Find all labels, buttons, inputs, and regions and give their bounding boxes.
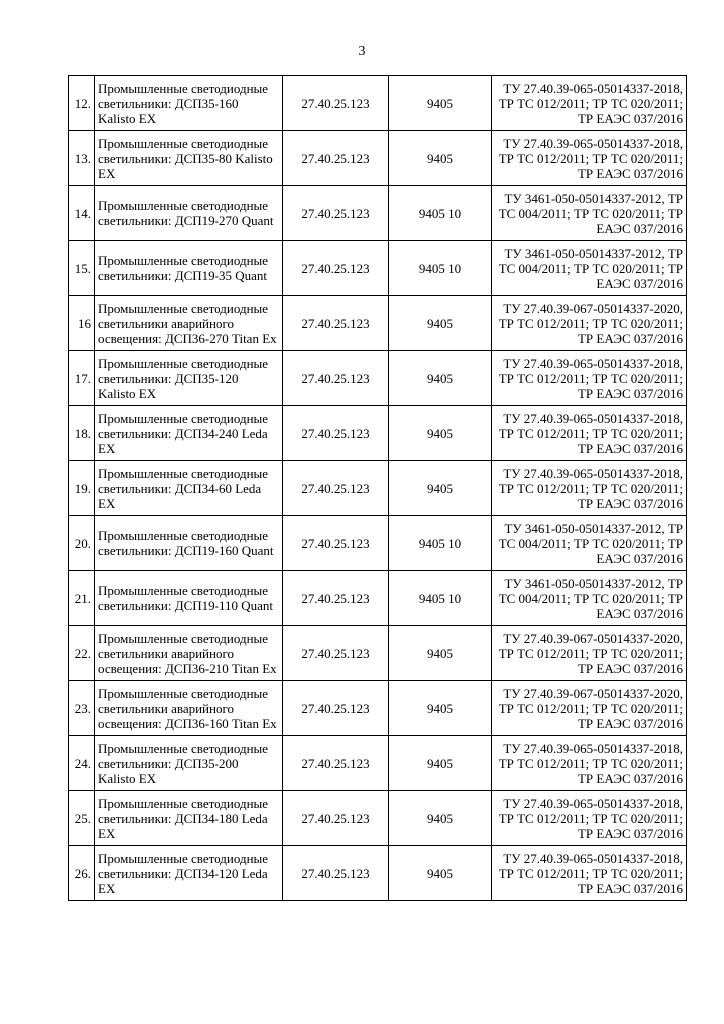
product-name-cell: Промышленные светодиодные светильники: ДСП19-160 Quant (95, 516, 283, 571)
regulatory-documents-cell: ТУ 27.40.39-065-05014337-2018, ТР ТС 012/2011; ТР ТС 020/2011; ТР ЕАЭС 037/2016 (492, 76, 687, 131)
okpd-code-cell: 27.40.25.123 (283, 736, 389, 791)
table-row (69, 516, 687, 571)
okpd-code-cell: 27.40.25.123 (283, 296, 389, 351)
tnved-code-cell: 9405 (389, 131, 492, 186)
product-name-cell: Промышленные светодиодные светильники: ДСП19-35 Quant (95, 241, 283, 296)
okpd-code-cell: 27.40.25.123 (283, 186, 389, 241)
tnved-code-cell: 9405 (389, 461, 492, 516)
product-name-cell: Промышленные светодиодные светильники: ДСП35-80 Kalisto EX (95, 131, 283, 186)
row-number-cell: 12. (69, 76, 95, 131)
regulatory-documents-cell: ТУ 27.40.39-065-05014337-2018, ТР ТС 012/2011; ТР ТС 020/2011; ТР ЕАЭС 037/2016 (492, 736, 687, 791)
row-number-cell: 23. (69, 681, 95, 736)
products-table-body (69, 76, 687, 901)
row-number-cell: 25. (69, 791, 95, 846)
table-row (69, 626, 687, 681)
regulatory-documents-cell: ТУ 3461-050-05014337-2012, ТР ТС 004/2011; ТР ТС 020/2011; ТР ЕАЭС 037/2016 (492, 516, 687, 571)
products-table (68, 75, 687, 901)
product-name-cell: Промышленные светодиодные светильники: ДСП35-120 Kalisto EX (95, 351, 283, 406)
table-row (69, 296, 687, 351)
row-number-cell: 13. (69, 131, 95, 186)
regulatory-documents-cell: ТУ 27.40.39-067-05014337-2020, ТР ТС 012/2011; ТР ТС 020/2011; ТР ЕАЭС 037/2016 (492, 681, 687, 736)
tnved-code-cell: 9405 10 (389, 571, 492, 626)
okpd-code-cell: 27.40.25.123 (283, 406, 389, 461)
tnved-code-cell: 9405 (389, 296, 492, 351)
regulatory-documents-cell: ТУ 27.40.39-065-05014337-2018, ТР ТС 012/2011; ТР ТС 020/2011; ТР ЕАЭС 037/2016 (492, 846, 687, 901)
row-number-cell: 14. (69, 186, 95, 241)
table-row (69, 351, 687, 406)
table-row (69, 736, 687, 791)
okpd-code-cell: 27.40.25.123 (283, 76, 389, 131)
tnved-code-cell: 9405 10 (389, 516, 492, 571)
row-number-cell: 17. (69, 351, 95, 406)
table-row (69, 846, 687, 901)
product-name-cell: Промышленные светодиодные светильники: ДСП19-110 Quant (95, 571, 283, 626)
table-row (69, 571, 687, 626)
okpd-code-cell: 27.40.25.123 (283, 571, 389, 626)
row-number-cell: 21. (69, 571, 95, 626)
table-row (69, 791, 687, 846)
okpd-code-cell: 27.40.25.123 (283, 516, 389, 571)
row-number-cell: 24. (69, 736, 95, 791)
table-row (69, 681, 687, 736)
table-row (69, 461, 687, 516)
product-name-cell: Промышленные светодиодные светильники: ДСП19-270 Quant (95, 186, 283, 241)
product-name-cell: Промышленные светодиодные светильники: ДСП34-120 Leda EX (95, 846, 283, 901)
table-row (69, 186, 687, 241)
table-row (69, 406, 687, 461)
regulatory-documents-cell: ТУ 27.40.39-065-05014337-2018, ТР ТС 012/2011; ТР ТС 020/2011; ТР ЕАЭС 037/2016 (492, 461, 687, 516)
regulatory-documents-cell: ТУ 3461-050-05014337-2012, ТР ТС 004/2011; ТР ТС 020/2011; ТР ЕАЭС 037/2016 (492, 571, 687, 626)
product-name-cell: Промышленные светодиодные светильники аварийного освещения: ДСП36-160 Titan Ex (95, 681, 283, 736)
product-name-cell: Промышленные светодиодные светильники аварийного освещения: ДСП36-270 Titan Ex (95, 296, 283, 351)
okpd-code-cell: 27.40.25.123 (283, 461, 389, 516)
okpd-code-cell: 27.40.25.123 (283, 131, 389, 186)
regulatory-documents-cell: ТУ 27.40.39-065-05014337-2018, ТР ТС 012/2011; ТР ТС 020/2011; ТР ЕАЭС 037/2016 (492, 406, 687, 461)
tnved-code-cell: 9405 (389, 626, 492, 681)
row-number-cell: 19. (69, 461, 95, 516)
row-number-cell: 20. (69, 516, 95, 571)
product-name-cell: Промышленные светодиодные светильники аварийного освещения: ДСП36-210 Titan Ex (95, 626, 283, 681)
regulatory-documents-cell: ТУ 3461-050-05014337-2012, ТР ТС 004/2011; ТР ТС 020/2011; ТР ЕАЭС 037/2016 (492, 186, 687, 241)
tnved-code-cell: 9405 (389, 681, 492, 736)
regulatory-documents-cell: ТУ 27.40.39-065-05014337-2018, ТР ТС 012/2011; ТР ТС 020/2011; ТР ЕАЭС 037/2016 (492, 351, 687, 406)
table-row (69, 131, 687, 186)
product-name-cell: Промышленные светодиодные светильники: ДСП34-60 Leda EX (95, 461, 283, 516)
tnved-code-cell: 9405 (389, 351, 492, 406)
okpd-code-cell: 27.40.25.123 (283, 681, 389, 736)
okpd-code-cell: 27.40.25.123 (283, 791, 389, 846)
tnved-code-cell: 9405 10 (389, 186, 492, 241)
okpd-code-cell: 27.40.25.123 (283, 846, 389, 901)
tnved-code-cell: 9405 (389, 406, 492, 461)
regulatory-documents-cell: ТУ 27.40.39-067-05014337-2020, ТР ТС 012/2011; ТР ТС 020/2011; ТР ЕАЭС 037/2016 (492, 626, 687, 681)
row-number-cell: 15. (69, 241, 95, 296)
okpd-code-cell: 27.40.25.123 (283, 351, 389, 406)
okpd-code-cell: 27.40.25.123 (283, 241, 389, 296)
okpd-code-cell: 27.40.25.123 (283, 626, 389, 681)
regulatory-documents-cell: ТУ 27.40.39-065-05014337-2018, ТР ТС 012/2011; ТР ТС 020/2011; ТР ЕАЭС 037/2016 (492, 791, 687, 846)
row-number-cell: 16 (69, 296, 95, 351)
tnved-code-cell: 9405 (389, 846, 492, 901)
regulatory-documents-cell: ТУ 3461-050-05014337-2012, ТР ТС 004/2011; ТР ТС 020/2011; ТР ЕАЭС 037/2016 (492, 241, 687, 296)
row-number-cell: 18. (69, 406, 95, 461)
tnved-code-cell: 9405 10 (389, 241, 492, 296)
tnved-code-cell: 9405 (389, 76, 492, 131)
row-number-cell: 22. (69, 626, 95, 681)
regulatory-documents-cell: ТУ 27.40.39-065-05014337-2018, ТР ТС 012/2011; ТР ТС 020/2011; ТР ЕАЭС 037/2016 (492, 131, 687, 186)
row-number-cell: 26. (69, 846, 95, 901)
table-row (69, 241, 687, 296)
product-name-cell: Промышленные светодиодные светильники: ДСП34-240 Leda EX (95, 406, 283, 461)
regulatory-documents-cell: ТУ 27.40.39-067-05014337-2020, ТР ТС 012/2011; ТР ТС 020/2011; ТР ЕАЭС 037/2016 (492, 296, 687, 351)
product-name-cell: Промышленные светодиодные светильники: ДСП34-180 Leda EX (95, 791, 283, 846)
product-name-cell: Промышленные светодиодные светильники: ДСП35-160 Kalisto EX (95, 76, 283, 131)
page-number: 3 (358, 44, 366, 59)
product-name-cell: Промышленные светодиодные светильники: ДСП35-200 Kalisto EX (95, 736, 283, 791)
tnved-code-cell: 9405 (389, 791, 492, 846)
tnved-code-cell: 9405 (389, 736, 492, 791)
table-row (69, 76, 687, 131)
